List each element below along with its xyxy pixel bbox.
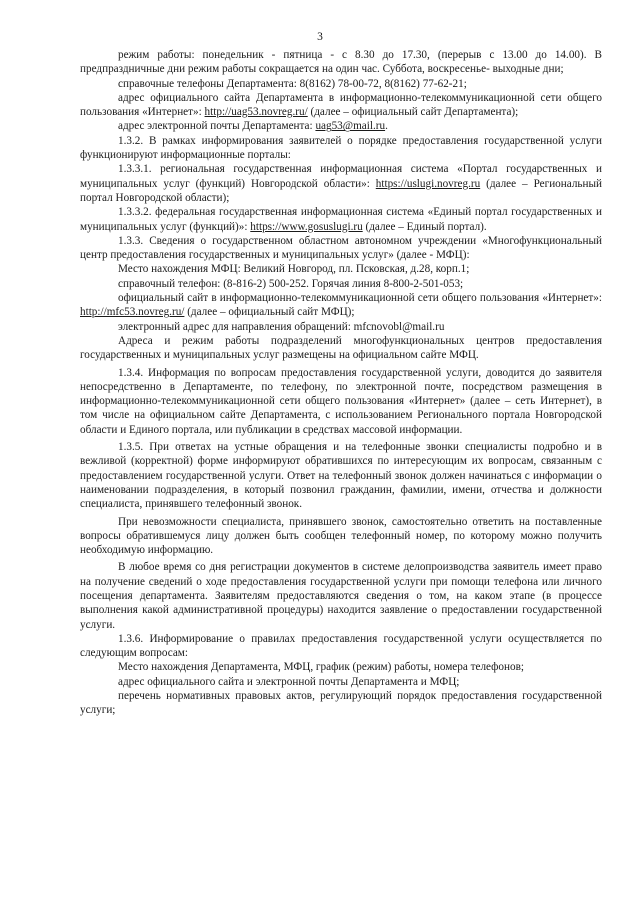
paragraph-site-email-list: адрес официального сайта и электронной почты Департамента и МФЦ; bbox=[118, 675, 460, 688]
gosuslugi-link[interactable]: https://www.gosuslugi.ru bbox=[250, 220, 363, 233]
paragraph-1-3-3-2: 1.3.3.2. федеральная государственная информационная система «Единый портал государственных и муниципальных услуг (функций)»: https://www.gosuslugi.ru (далее – Единый портал). bbox=[80, 206, 602, 233]
paragraph-1-3-3-1: 1.3.3.1. региональная государственная информационная система «Портал государственных и муниципальных услуг (функций) Новгородской области»: https://uslugi.novreg.ru (далее – Региональный портал Новгородской области); bbox=[80, 163, 603, 204]
paragraph-legal-acts-list: перечень нормативных правовых актов, регулирующий порядок предоставления государственной услуги; bbox=[80, 690, 602, 717]
paragraph-email: адрес электронной почты Департамента: uag53@mail.ru. bbox=[118, 120, 388, 133]
department-email-link[interactable]: uag53@mail.ru bbox=[315, 120, 386, 133]
paragraph-1-3-4: 1.3.4. Информация по вопросам предоставления государственной услуги, доводится до заявителя непосредственно в Департаменте, по телефону, по электронной почте, посредством размещения в информационно-телекоммуникационной сети общего пользования «Интернет» (далее – сеть Интернет), в том числе на официальном сайте Департамента, с использованием Регионального портала Новгородской области и Единого портала, или публикации в средствах массовой информации. bbox=[80, 366, 602, 436]
mfc-site-link[interactable]: http://mfc53.novreg.ru/ bbox=[80, 306, 185, 319]
department-site-link[interactable]: http://uag53.novreg.ru/ bbox=[204, 106, 308, 119]
paragraph-mfc-phone: справочный телефон: (8-816-2) 500-252. Горячая линия 8-800-2-501-053; bbox=[118, 277, 464, 290]
page-number: 3 bbox=[317, 31, 323, 43]
paragraph-mfc-branches: Адреса и режим работы подразделений многофункциональных центров предоставления государственных и муниципальных услуг размещены на официальном сайте МФЦ. bbox=[80, 334, 602, 362]
paragraph-work-schedule: режим работы: понедельник - пятница - с 8.30 до 17.30, (перерыв с 13.00 до 14.00). В предпраздничные дни режим работы сокращается на один час. Суббота, воскресенье- выходные дни; bbox=[80, 49, 602, 76]
paragraph-no-answer: При невозможности специалиста, принявшего звонок, самостоятельно ответить на поставленные вопросы обратившемуся лицу должен быть сообщен телефонный номер, по которому можно получить необходимую информацию. bbox=[80, 515, 602, 557]
paragraph-1-3-2: 1.3.2. В рамках информирования заявителей о порядке предоставления государственной услуги функционируют информационные порталы: bbox=[80, 134, 602, 162]
paragraph-mfc-location: Место нахождения МФЦ: Великий Новгород, пл. Псковская, д.28, корп.1; bbox=[118, 263, 470, 276]
paragraph-1-3-6: 1.3.6. Информирование о правилах предоставления государственной услуги осуществляется по следующим вопросам: bbox=[80, 632, 602, 660]
paragraph-location-list: Место нахождения Департамента, МФЦ, график (режим) работы, номера телефонов; bbox=[118, 661, 524, 674]
paragraph-1-3-3-mfc: 1.3.3. Сведения о государственном областном автономном учреждении «Многофункциональный центр предоставления государственных и муниципальных услуг» (далее - МФЦ): bbox=[80, 234, 602, 262]
paragraph-site-address: адрес официального сайта Департамента в информационно-телекоммуникационной сети общего пользования «Интернет»: http://uag53.novreg.ru/ (далее – официальный сайт Департамента); bbox=[80, 91, 602, 119]
paragraph-phones: справочные телефоны Департамента: 8(8162) 78-00-72, 8(8162) 77-62-21; bbox=[118, 77, 467, 90]
paragraph-1-3-5: 1.3.5. При ответах на устные обращения и на телефонные звонки специалисты подробно и в вежливой (корректной) форме информируют обратившихся по интересующим их вопросам, связанным с предоставлением государственной услуги. Ответ на телефонный звонок должен начинаться с информации о наименовании подразделения, в который позвонил гражданин, фамилии, имени, отчества и должности специалиста, принявшего телефонный звонок. bbox=[80, 441, 602, 511]
regional-portal-link[interactable]: https://uslugi.novreg.ru bbox=[375, 177, 481, 190]
document-body bbox=[80, 48, 602, 718]
paragraph-status-info: В любое время со дня регистрации документов в системе делопроизводства заявитель имеет право на получение сведений о ходе предоставления государственной услуги при помощи телефона или личного посещения департамента. Заявителям предоставляются сведения о том, на каком этапе (в процессе выполнения какой административной процедуры) находится заявление о предоставлении государственной услуги. bbox=[80, 561, 602, 631]
paragraph-mfc-email: электронный адрес для направления обращений: mfcnovobl@mail.ru bbox=[118, 320, 445, 333]
paragraph-mfc-site: официальный сайт в информационно-телекоммуникационной сети общего пользования «Интернет»: http://mfc53.novreg.ru/ (далее – официальный сайт МФЦ); bbox=[80, 292, 602, 319]
